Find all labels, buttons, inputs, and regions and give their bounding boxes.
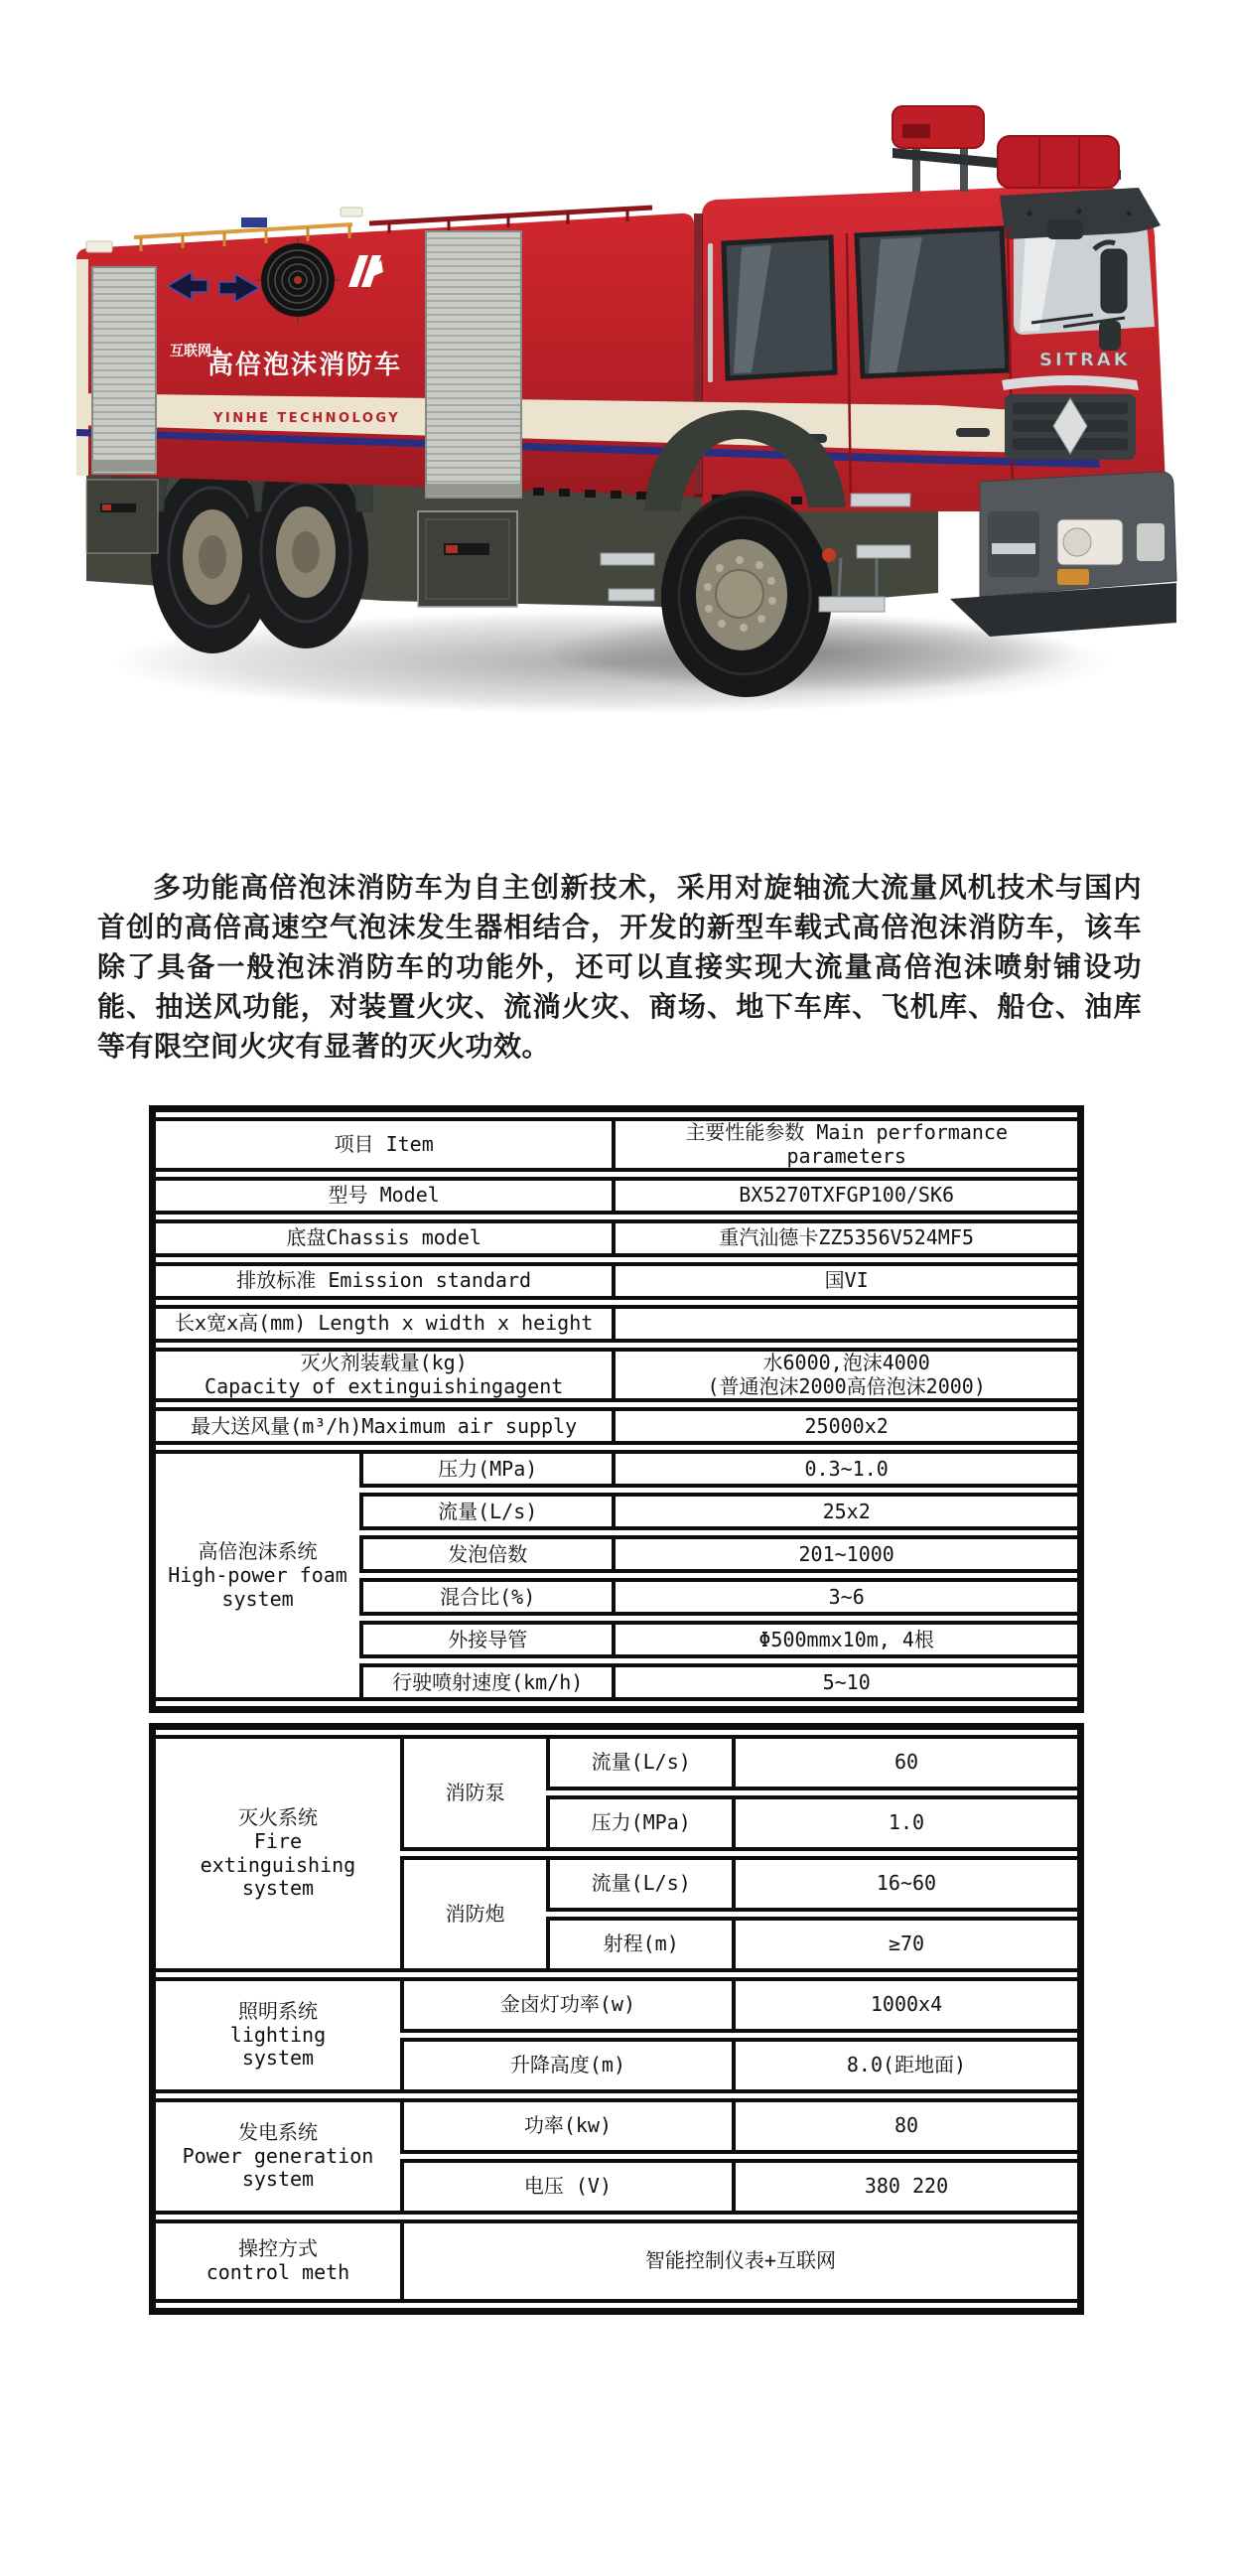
side-marker-light bbox=[822, 548, 836, 562]
cell-value: 80 bbox=[732, 2098, 1077, 2154]
cell-value: 60 bbox=[732, 1735, 1077, 1790]
cell-value-line: (普通泡沫2000高倍泡沫2000) bbox=[707, 1373, 986, 1398]
cell-param: 流量(L/s) bbox=[546, 1735, 732, 1790]
fog-light bbox=[1137, 523, 1165, 561]
rear-edge-trim bbox=[76, 259, 88, 476]
table-row bbox=[156, 1735, 1077, 1790]
table-row bbox=[156, 1348, 1077, 1402]
cell-param: 金卤灯功率(w) bbox=[400, 1977, 732, 2033]
cell-value-line: 水6000,泡沫4000 bbox=[762, 1351, 930, 1375]
cell-item: 底盘Chassis model bbox=[156, 1219, 612, 1257]
section-label-line: 发电系统 bbox=[237, 2120, 318, 2145]
cell-value: 8.0(距地面) bbox=[732, 2038, 1077, 2093]
cell-param: 行驶喷射速度(km/h) bbox=[359, 1663, 612, 1701]
rear-locker bbox=[86, 480, 158, 553]
section-label-line: Power generation bbox=[182, 2143, 374, 2168]
cell-value: 0.3~1.0 bbox=[612, 1450, 1077, 1488]
truck-photo bbox=[57, 45, 1178, 740]
cell-value: 国VI bbox=[612, 1262, 1077, 1300]
cab-grab-rail bbox=[708, 243, 713, 382]
cell-param: 发泡倍数 bbox=[359, 1535, 612, 1573]
cell-item: 长x宽x高(mm) Length x width x height bbox=[156, 1305, 612, 1343]
equipment-box-light bbox=[446, 545, 458, 553]
roof-lamp-mid bbox=[341, 208, 362, 216]
cell-value bbox=[612, 1348, 1077, 1402]
table-row bbox=[156, 1305, 1077, 1343]
intro-paragraph: 多功能高倍泡沫消防车为自主创新技术，采用对旋轴流大流量风机技术与国内首创的高倍高速空气泡沫发生器相结合，开发的新型车载式高倍泡沫消防车，该车除了具备一般泡沫消防车的功能外，还可以直接实现大流量高倍泡沫喷射铺设功能、抽送风功能，对装置火灾、流淌火灾、商场、地下车库、飞机库、船仓、油库等有限空间火灾有显著的灭火功效。 bbox=[97, 871, 1142, 1063]
cell-param: 电压 (V) bbox=[400, 2159, 732, 2215]
locker-light bbox=[102, 504, 111, 510]
mirror-kerb bbox=[1047, 219, 1083, 239]
systems-table bbox=[149, 1723, 1084, 2315]
cell-value: 主要性能参数 Main performance parameters bbox=[612, 1117, 1077, 1172]
cell-item-line: Capacity of extinguishingagent bbox=[205, 1373, 564, 1398]
table-row bbox=[156, 2098, 1077, 2154]
side-text-sub: YINHE TECHNOLOGY bbox=[213, 411, 401, 426]
section-label-line: system bbox=[241, 1876, 315, 1901]
section-label-line: extinguishing bbox=[200, 1852, 356, 1877]
cell-section-label bbox=[156, 2219, 400, 2303]
mirror-main bbox=[1101, 249, 1127, 313]
cell-value: 25000x2 bbox=[612, 1407, 1077, 1445]
cell-param: 压力(MPa) bbox=[546, 1795, 732, 1851]
beacon-light-bar bbox=[998, 136, 1119, 188]
table-row bbox=[156, 1977, 1077, 2033]
door-handle bbox=[956, 428, 990, 437]
section-label-line: 高倍泡沫系统 bbox=[198, 1539, 318, 1564]
turn-signal bbox=[1057, 569, 1089, 585]
cell-section-label bbox=[156, 2098, 400, 2215]
roof-lamp-rear bbox=[86, 241, 112, 252]
fire-truck-illustration bbox=[57, 45, 1178, 740]
mid-step-2 bbox=[609, 589, 654, 601]
brand-text: SITRAK bbox=[1039, 350, 1131, 370]
section-label-line: control meth bbox=[206, 2260, 350, 2284]
cell-value: 25x2 bbox=[612, 1493, 1077, 1530]
cell-param: 压力(MPa) bbox=[359, 1450, 612, 1488]
cell-item-line: 灭火剂装载量(kg) bbox=[300, 1351, 468, 1375]
visor-bolt bbox=[1077, 210, 1082, 215]
section-label-line: system bbox=[241, 2167, 315, 2192]
table-row bbox=[156, 2219, 1077, 2303]
roof-beacon-blue bbox=[241, 217, 267, 227]
cell-value: 智能控制仪表+互联网 bbox=[400, 2219, 1077, 2303]
table-row bbox=[156, 1450, 1077, 1488]
visor-bolt bbox=[1127, 212, 1132, 216]
cell-section-label bbox=[156, 1977, 400, 2093]
side-text-main: 高倍泡沫消防车 bbox=[207, 351, 403, 380]
table-row bbox=[156, 1117, 1077, 1172]
cell-item: 最大送风量(m³/h)Maximum air supply bbox=[156, 1407, 612, 1445]
table-row bbox=[156, 1177, 1077, 1215]
visor-bolt bbox=[1028, 212, 1032, 216]
section-label-line: system bbox=[221, 1586, 294, 1611]
cell-item: 项目 Item bbox=[156, 1117, 612, 1172]
section-label-line: 操控方式 bbox=[237, 2236, 318, 2261]
beacon-lens bbox=[902, 124, 930, 138]
section-label-line: system bbox=[241, 2046, 315, 2071]
mid-step-1 bbox=[601, 553, 654, 565]
section-label-line: 照明系统 bbox=[237, 1999, 318, 2024]
cell-param: 外接导管 bbox=[359, 1621, 612, 1658]
cell-value: 16~60 bbox=[732, 1856, 1077, 1912]
cell-param: 功率(kw) bbox=[400, 2098, 732, 2154]
cell-value: 1000x4 bbox=[732, 1977, 1077, 2033]
cell-param: 流量(L/s) bbox=[359, 1493, 612, 1530]
cell-item: 型号 Model bbox=[156, 1177, 612, 1215]
cell-value: 重汽汕德卡ZZ5356V524MF5 bbox=[612, 1219, 1077, 1257]
main-parameters-table bbox=[149, 1105, 1084, 1713]
beacon-leg bbox=[960, 146, 968, 192]
bumper-step bbox=[992, 543, 1035, 554]
cell-value: ≥70 bbox=[732, 1917, 1077, 1972]
front-wheel bbox=[661, 497, 832, 697]
cell-param: 混合比(%) bbox=[359, 1578, 612, 1616]
cell-param: 流量(L/s) bbox=[546, 1856, 732, 1912]
cell-item: 排放标准 Emission standard bbox=[156, 1262, 612, 1300]
front-bumper bbox=[950, 472, 1176, 637]
front-grille bbox=[1005, 394, 1136, 460]
cell-value: Φ500mmx10m, 4根 bbox=[612, 1621, 1077, 1658]
cell-param: 射程(m) bbox=[546, 1917, 732, 1972]
roller-shutter-mid bbox=[426, 231, 521, 498]
side-text-small: 互联网+ bbox=[170, 344, 223, 359]
cell-value: 5~10 bbox=[612, 1663, 1077, 1701]
table-row bbox=[156, 1219, 1077, 1257]
cell-item bbox=[156, 1348, 612, 1402]
section-label-line: High-power foam bbox=[168, 1563, 347, 1588]
cell-value: 201~1000 bbox=[612, 1535, 1077, 1573]
cell-group-label: 消防泵 bbox=[400, 1735, 547, 1851]
headlight-lens bbox=[1063, 528, 1091, 556]
mirror-wide bbox=[1099, 321, 1121, 351]
cell-value: 380 220 bbox=[732, 2159, 1077, 2215]
section-label-line: 灭火系统 bbox=[237, 1805, 318, 1830]
cell-value: BX5270TXFGP100/SK6 bbox=[612, 1177, 1077, 1215]
section-label-line: lighting bbox=[229, 2022, 327, 2047]
cell-section-label bbox=[156, 1450, 359, 1701]
table-row bbox=[156, 1262, 1077, 1300]
cell-section-label bbox=[156, 1735, 400, 1972]
cell-value: 3~6 bbox=[612, 1578, 1077, 1616]
section-label-line: Fire bbox=[253, 1828, 303, 1853]
cell-group-label: 消防炮 bbox=[400, 1856, 547, 1972]
equipment-box bbox=[418, 511, 517, 607]
cell-value bbox=[612, 1305, 1077, 1343]
cell-param: 升降高度(m) bbox=[400, 2038, 732, 2093]
roller-shutter-rear bbox=[92, 267, 156, 474]
table-row bbox=[156, 1407, 1077, 1445]
cell-value: 1.0 bbox=[732, 1795, 1077, 1851]
